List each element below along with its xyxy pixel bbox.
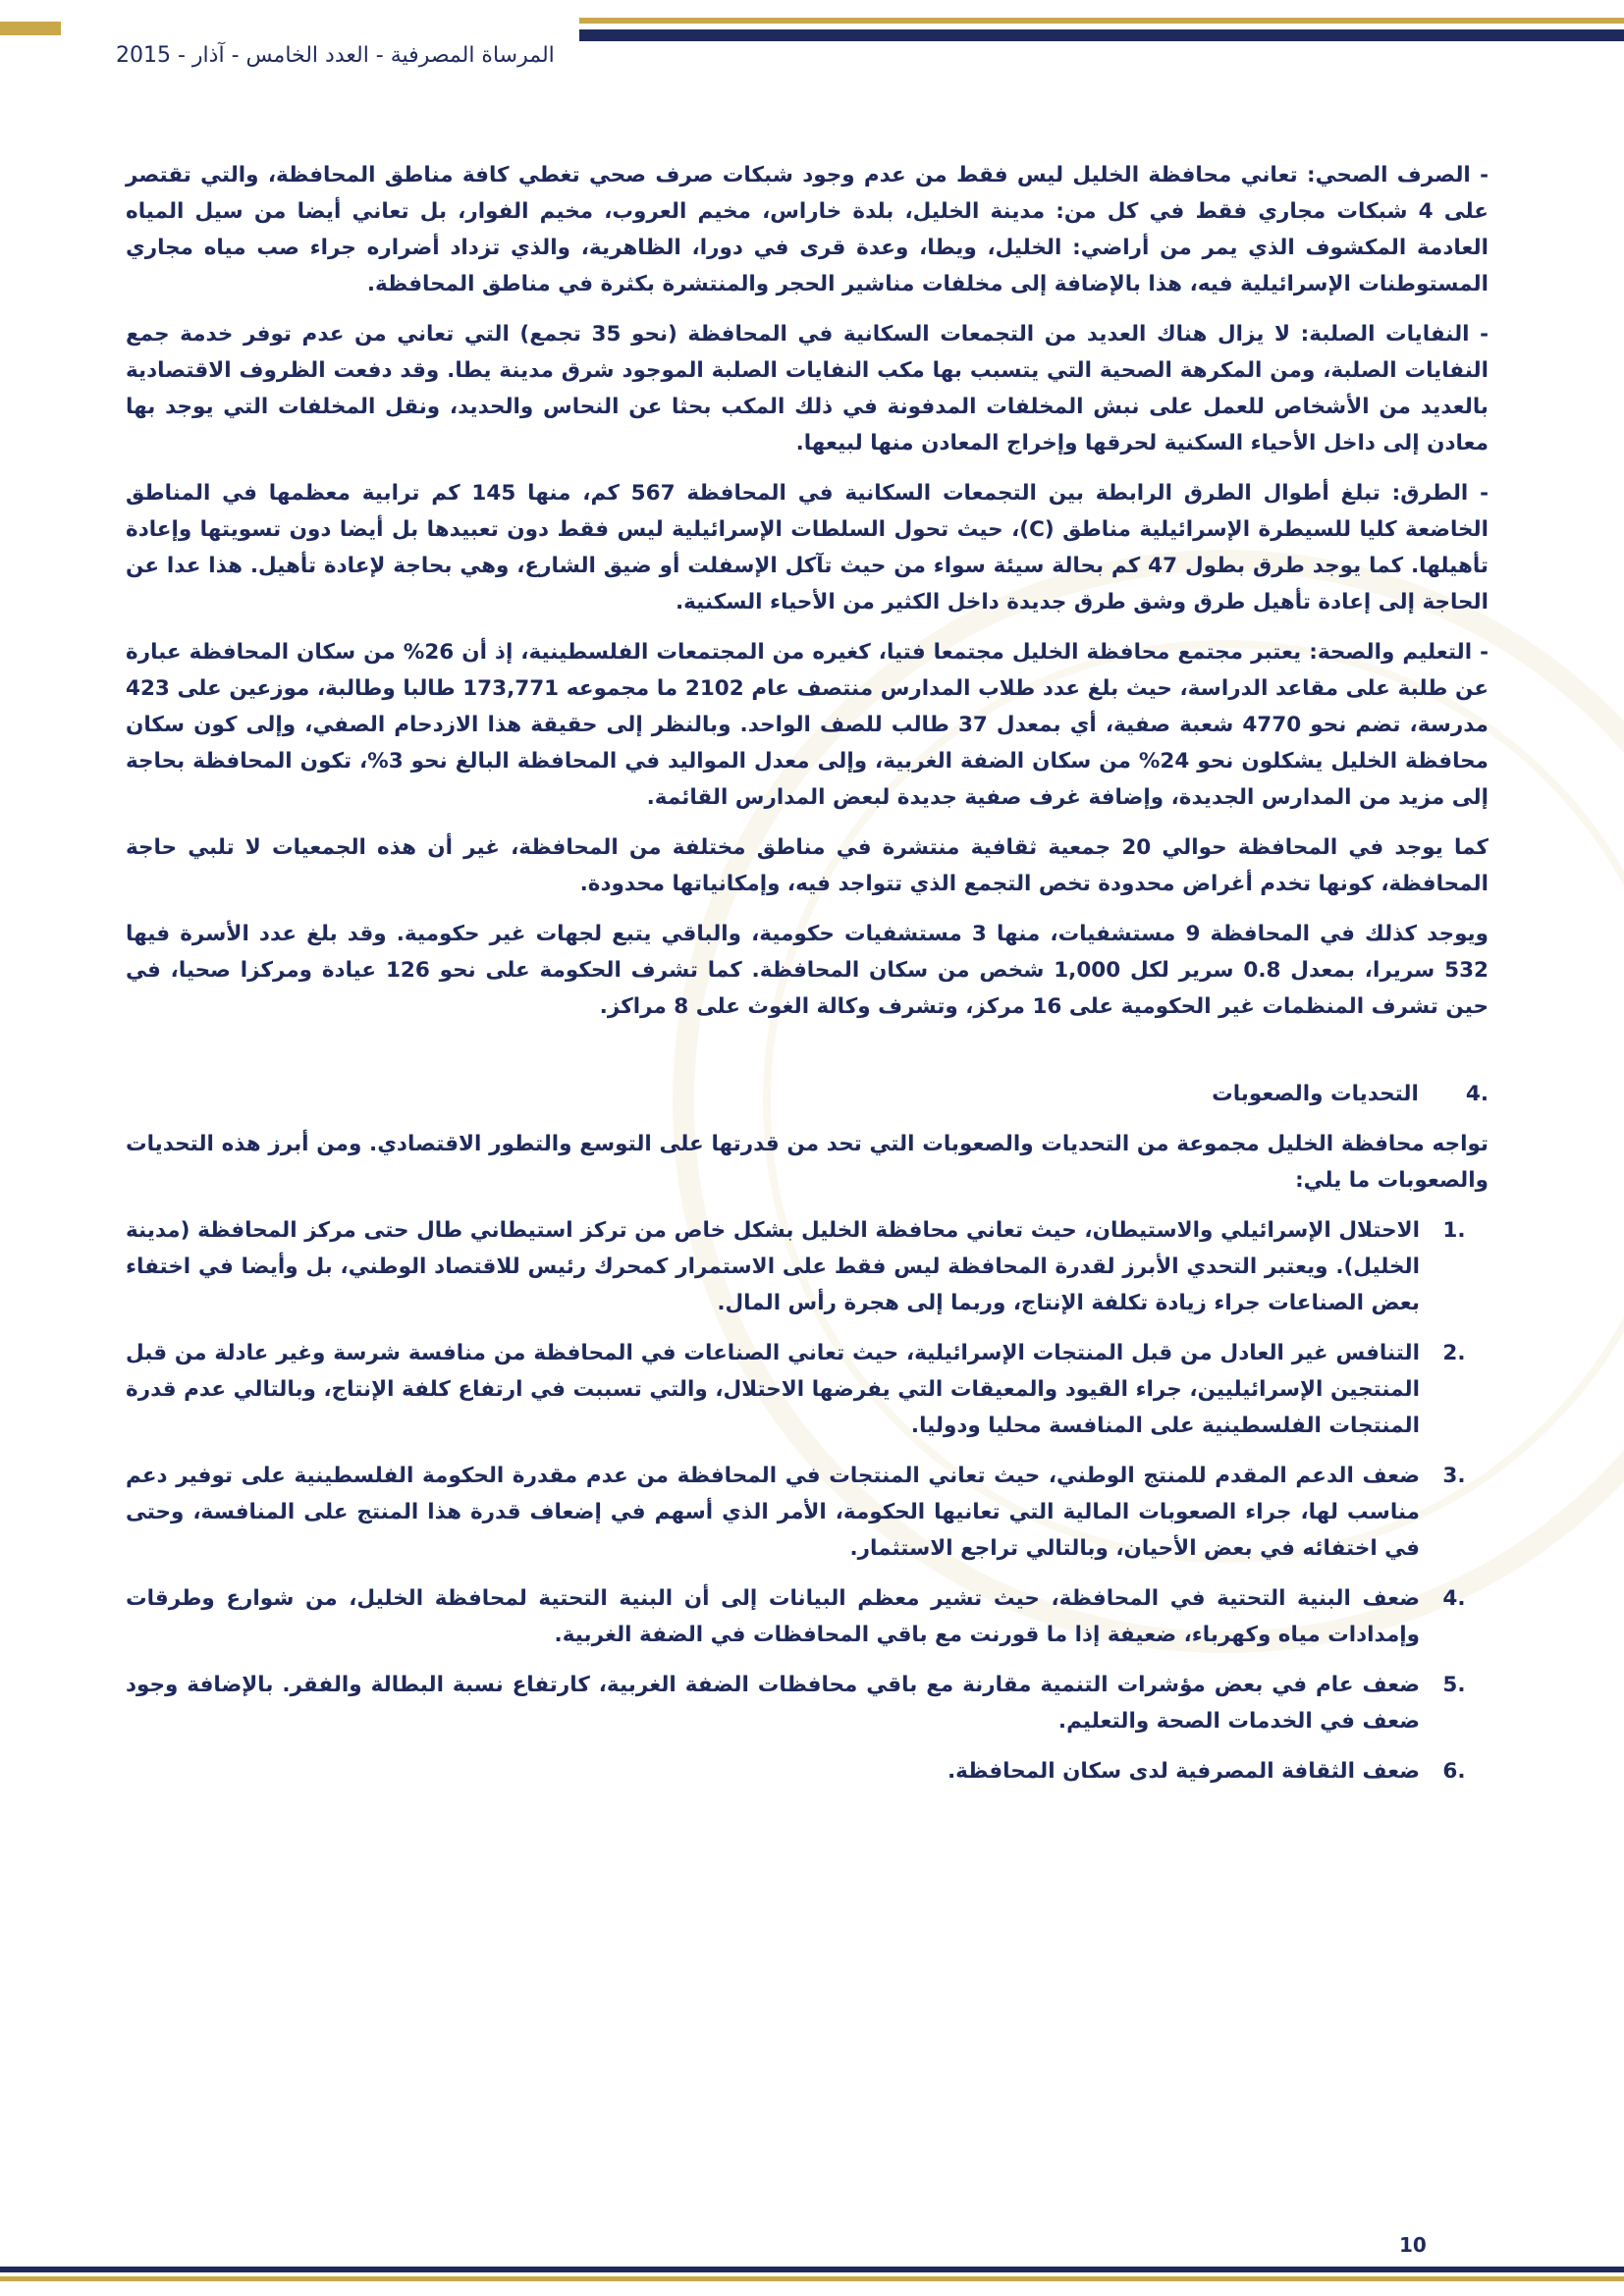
paragraph-sewage: - الصرف الصحي: تعاني محافظة الخليل ليس فقط من عدم وجود شبكات صرف صحي تغطي كافة مناطق المحافظة، والتي تقتصر على 4 شبكات مجاري فقط في كل من: مدينة الخليل، بلدة خاراس، مخيم العروب، مخيم الفوار، بل تعاني أيضا من سيل المياه العادمة المكشوف الذي يمر من أراضي: الخليل، ويطا، وعدة قرى في دورا، الظاهرية، والذي تزداد أضراره جراء صب مياه مجاري المستوطنات الإسرائيلية فيه، هذا بالإضافة إلى مخلفات مناشير الحجر والمنتشرة بكثرة في مناطق المحافظة. — [126, 163, 1489, 296]
list-item-text: ضعف الثقافة المصرفية لدى سكان المحافظة. — [947, 1759, 1420, 1784]
list-item-number: .5 — [1442, 1673, 1466, 1697]
list-item-text: ضعف البنية التحتية في المحافظة، حيث تشير معظم البيانات إلى أن البنية التحتية لمحافظة الخليل، من شوارع وطرقات وإمدادات مياه وكهرباء، ضعيفة إذا ما قورنت مع باقي المحافظات في الضفة الغربية. — [126, 1586, 1420, 1647]
list-item-number: .2 — [1442, 1341, 1466, 1365]
list-item-number: .3 — [1442, 1464, 1466, 1488]
list-item — [126, 1753, 1489, 1789]
list-item — [126, 1667, 1489, 1739]
list-item — [126, 1335, 1489, 1444]
footer-navy-rule — [0, 2267, 1624, 2272]
paragraph-roads: - الطرق: تبلغ أطوال الطرق الرابطة بين التجمعات السكانية في المحافظة 567 كم، منها 145 كم ترابية معظمها في المناطق الخاضعة كليا للسيطرة الإسرائيلية مناطق (C)، حيث تحول السلطات الإسرائيلية ليس فقط دون تعبيدها بل أيضا دون تسويتها وإعادة تأهيلها. كما يوجد طرق بطول 47 كم بحالة سيئة سواء من حيث تآكل الإسفلت أو ضيق الشارع، وهي بحاجة لإعادة تأهيل. هذا عدا عن الحاجة إلى إعادة تأهيل طرق وشق طرق جديدة داخل الكثير من الأحياء السكنية. — [126, 481, 1489, 614]
list-item-text: الاحتلال الإسرائيلي والاستيطان، حيث تعاني محافظة الخليل بشكل خاص من تركز استيطاني طال حتى مركز المحافظة (مدينة الخليل). ويعتبر التحدي الأبرز لقدرة المحافظة ليس فقط على الاستمرار كمحرك رئيس للاقتصاد الوطني، بل وأيضا في اختفاء بعض الصناعات جراء زيادة تكلفة الإنتاج، وربما إلى هجرة رأس المال. — [126, 1218, 1420, 1315]
paragraph-education-health: - التعليم والصحة: يعتبر مجتمع محافظة الخليل مجتمعا فتيا، كغيره من المجتمعات الفلسطينية، إذ أن 26% من سكان المحافظة عبارة عن طلبة على مقاعد الدراسة، حيث بلغ عدد طلاب المدارس منتصف عام 2102 ما مجموعه 173,771 طالبا وطالبة، موزعين على 423 مدرسة، تضم نحو 4770 شعبة صفية، أي بمعدل 37 طالب للصف الواحد. وبالنظر إلى حقيقة هذا الازدحام الصفي، وإلى كون سكان محافظة الخليل يشكلون نحو 24% من سكان الضفة الغربية، وإلى معدل المواليد في المحافظة البالغ نحو 3%، تكون المحافظة بحاجة إلى مزيد من المدارس الجديدة، وإضافة غرف صفية جديدة لبعض المدارس القائمة. — [126, 640, 1489, 810]
list-item-number: .1 — [1442, 1218, 1466, 1243]
section-title: التحديات والصعوبات — [1212, 1082, 1419, 1106]
list-item — [126, 1212, 1489, 1321]
header-gold-bar-left — [0, 22, 61, 35]
header-gold-bar-right — [579, 18, 1624, 24]
footer-gold-rule — [0, 2276, 1624, 2281]
section-number: .4 — [1465, 1082, 1489, 1106]
page-body — [126, 157, 1489, 1803]
list-item-text: التنافس غير العادل من قبل المنتجات الإسرائيلية، حيث تعاني الصناعات في المحافظة من منافسة شرسة وغير عادلة من قبل المنتجين الإسرائيليين، جراء القيود والمعيقات التي يفرضها الاحتلال، والتي تسببت في ارتفاع كلفة الإنتاج، وبالتالي عدم قدرة المنتجات الفلسطينية على المنافسة محليا ودوليا. — [126, 1341, 1420, 1438]
section-intro: تواجه محافظة الخليل مجموعة من التحديات والصعوبات التي تحد من قدرتها على التوسع والتطور الاقتصادي. ومن أبرز هذه التحديات والصعوبات ما يلي: — [126, 1132, 1489, 1193]
list-item-number: .4 — [1442, 1586, 1466, 1611]
list-item-number: .6 — [1442, 1759, 1466, 1784]
paragraph-hospitals: ويوجد كذلك في المحافظة 9 مستشفيات، منها 3 مستشفيات حكومية، والباقي يتبع لجهات غير حكومية. وقد بلغ عدد الأسرة فيها 532 سريرا، بمعدل 0.8 سرير لكل 1,000 شخص من سكان المحافظة. كما تشرف الحكومة على نحو 126 عيادة ومركزا صحيا، في حين تشرف المنظمات غير الحكومية على 16 مركز، وتشرف وكالة الغوث على 8 مراكز. — [126, 922, 1489, 1019]
paragraph-solid-waste: - النفايات الصلبة: لا يزال هناك العديد من التجمعات السكانية في المحافظة (نحو 35 تجمع) التي تعاني من عدم توفر خدمة جمع النفايات الصلبة، ومن المكرهة الصحية التي يتسبب بها مكب النفايات الصلبة الموجود شرق مدينة يطا. وقد دفعت الظروف الاقتصادية بالعديد من الأشخاص للعمل على نبش المخلفات المدفونة في ذلك المكب بحثا عن النحاس والحديد، ونقل المخلفات التي يوجد بها معادن إلى داخل الأحياء السكنية لحرقها وإخراج المعادن منها لبيعها. — [126, 322, 1489, 455]
paragraph-cultural-societies: كما يوجد في المحافظة حوالي 20 جمعية ثقافية منتشرة في مناطق مختلفة من المحافظة، غير أن هذه الجمعيات لا تلبي حاجة المحافظة، كونها تخدم أغراض محدودة تخص التجمع الذي تتواجد فيه، وإمكانياتها محدودة. — [126, 835, 1489, 896]
section-heading — [126, 1076, 1489, 1112]
header-navy-bar — [579, 29, 1624, 41]
list-item — [126, 1580, 1489, 1653]
list-item — [126, 1458, 1489, 1567]
page-number: 10 — [1399, 2233, 1427, 2257]
list-item-text: ضعف عام في بعض مؤشرات التنمية مقارنة مع باقي محافظات الضفة الغربية، كارتفاع نسبة البطالة والفقر. بالإضافة وجود ضعف في الخدمات الصحة والتعليم. — [126, 1673, 1420, 1734]
running-header-title: المرساة المصرفية - العدد الخامس - آذار - 2015 — [116, 43, 555, 68]
list-item-text: ضعف الدعم المقدم للمنتج الوطني، حيث تعاني المنتجات في المحافظة من عدم مقدرة الحكومة الفلسطينية على توفير دعم مناسب لها، جراء الصعوبات المالية التي تعانيها الحكومة، الأمر الذي أسهم في إضعاف قدرة هذا المنتج على المنافسة، وحتى في اختفائه في بعض الأحيان، وبالتالي تراجع الاستثمار. — [126, 1464, 1420, 1561]
challenges-list — [126, 1212, 1489, 1789]
